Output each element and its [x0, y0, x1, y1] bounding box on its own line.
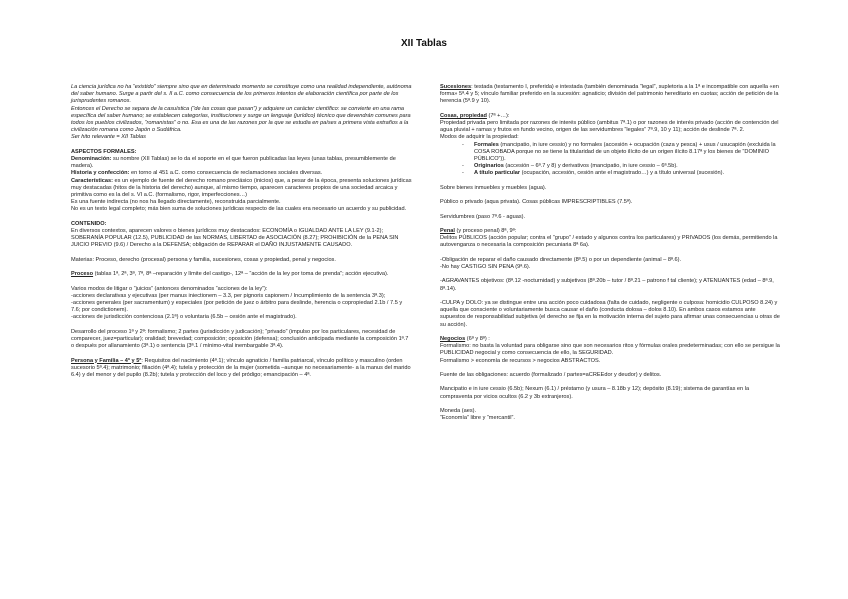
originary-modes-label: Originarios — [474, 163, 504, 170]
business-suffix: (6ª y 8ª) : — [465, 335, 490, 342]
characteristics-incomplete: No es un texto legal completo; más bien suma de soluciones jurídicas respecto de las cuales era necesario un acuerdo y su publicidad. — [71, 206, 407, 213]
list-item — [462, 170, 780, 177]
currency-line: Moneda (aes). — [440, 407, 477, 414]
left-column — [71, 84, 413, 386]
list-item — [462, 163, 780, 170]
person-family-paragraph — [71, 358, 413, 380]
litigation-item-1: -acciones declarativas y ejecutivas (per manus iniectionem – 3.3, per pignoris capionem / Incumplimiento de la sentencia 3ª.3); — [71, 292, 386, 299]
litigation-intro: Varios modos de litigar o “juicios” (antonces denominados “acciones de la ley”): — [71, 285, 268, 292]
intro-paragraph: La ciencia jurídica no ha “existido” siempre sino que en determinado momento se constituye como una realidad independiente, autónoma del saber humano. Surge a partir del s. II a.C. como consecuencia de los primeros intentos de elaboración científica por parte de los jurisprudentes romanos. — [71, 84, 412, 105]
intro-paragraph-2: Entonces el Derecho se separa de la casuística (“de las cosas que pasan”) y adquiere un carácter científico: se convierte en una rama específica del saber humano; se establecen categorías, instituciones y surge un lenguaje (jurídico) técnico que devendrán comunes para todos los pueblos civilizados, “romanistas” o no. Esa es una de las razones por la que se estudia en países a primera vista extraños a la civilización romana como Japón o Sudáfrica. — [71, 105, 411, 134]
subjects-paragraph: Materias: Proceso, derecho (procesal) persona y familia, sucesiones, cosas y propiedad, penal y negocios. — [71, 256, 336, 263]
person-family-label: Persona y Familia – 4ª y 5ª — [71, 357, 142, 364]
right-column — [440, 84, 780, 422]
formal-modes-label: Formales — [474, 141, 499, 148]
characteristics-label: Características: — [71, 177, 113, 184]
acquisition-list — [440, 142, 780, 178]
obligation-sources: Fuente de las obligaciones: acuerdo (formalizado / partes=aCREEdor y deudor) y delitos. — [440, 371, 662, 378]
penal-suffix: (y proceso penal) 8ª, 9ª: — [454, 227, 517, 234]
person-family-text: : Requisitos del nacimiento (4ª.1); vínculo agnaticio / familia patriarcal, vínculo político y masculino (orden sucesorio 5ª.4); matrimonio; filiación (4ª.4); tutela y protección de la mujer (sometida –aunque no necesariamente- a la manus del marido 6.4) y del menor y del pupilo (8.2b); tutela y protección del loco y del pródigo; emancipación – 4ª. — [71, 357, 411, 379]
formalism-paragraph: Formalismo: no basta la voluntad para obligarse sino que son necesarios ritos y fórmulas orales predeterminadas; con ello se persigue la PUBLICIDAD negocial y como consecuencia de ello, la SEGURIDAD. — [440, 343, 780, 357]
contracts-paragraph: Mancipatio e in iure cessio (6.5b); Nexum (6.1) / préstamo (y usura – 8.18b y 12); depósito (8.19); sistema de garantías en la compraventa por vicios ocultos (6.2 y 3b extranjeros). — [440, 386, 750, 400]
page-title: XII Tablas — [401, 38, 447, 49]
denomination-label: Denominación: — [71, 156, 112, 163]
business-label: Negocios — [440, 335, 466, 342]
characteristics-text: es un ejemplo de fuente del derecho romano preclásico (inicios) que, a pesar de la época, presenta soluciones jurídicas muy destacadas (hitos de la historia del derecho) aunque, al mismo tiempo, aparecen caracteres propios de una sociedad arcaica y primitiva como es la del s. VI a.C. (formalismo, rigor, imperfecciones…) — [71, 177, 412, 199]
denomination-paragraph — [71, 156, 413, 170]
process-label: Proceso — [71, 271, 94, 278]
obligation-repair: -Obligación de reparar el daño causado directamente (8ª.5) o por un dependiente (animal – 8ª.6). — [440, 256, 682, 263]
aggravating-paragraph: -AGRAVANTES objetivos: (8ª.12 -nocturnidad) y subjetivos (8ª.20b – tutor / 8ª.21 – patrono f tal cliente); y ATENUANTES (edad – 8ª.9, 8ª.14). — [440, 278, 774, 292]
process-development-paragraph: Desarrollo del proceso 1ª y 2ª: formalismo; 2 partes (jurisdicción y judicación); “privado” (impulso por los particulares, necesidad de comparecer, juez=particular); oralidad; brevedad; composición; oposición (defensa); conclusión anticipada mediante la composición 1ª.7 o después por allanamiento (3ª.1) o sentencia (3ª.1 / mínimo-vital inembargable 3ª.4). — [71, 328, 409, 350]
succession-paragraph — [440, 84, 780, 106]
property-paragraph: Propiedad privada pero limitada por razones de interés público (ambitus 7ª.1) o por razones de interés privado (acción de contención del agua pluvial + ramas y frutos en fundo vecino, origen de las servidumbres “legales” 7ª.9, 10 y 11); acción de deslinde 7ª. 2. — [440, 120, 779, 134]
property-heading — [440, 113, 780, 120]
succession-label: Sucesiones — [440, 84, 472, 90]
servitudes-paragraph: Servidumbres (paso 7ª.6 - aguas). — [440, 213, 526, 220]
economy-line: “Economía” libre y “mercantil”. — [440, 415, 515, 422]
content-heading: CONTENIDO: — [71, 220, 107, 227]
no-punishment-without-penalty: -No hay CASTIGO SIN PENA (9ª.6). — [440, 263, 531, 270]
penal-label: Penal — [440, 227, 455, 234]
formalism-economy: Formalismo > economía de recursos > negocios ABSTRACTOS. — [440, 357, 601, 364]
denomination-text: su nombre (XII Tablas) se lo da el soporte en el que fueron publicadas las leyes (unas tablas, presumiblemente de madera). — [71, 156, 396, 170]
history-text: en torno al 451 a.C. como consecuencia de reclamaciones sociales diversas. — [129, 170, 323, 177]
formal-aspects-heading: ASPECTOS FORMALES: — [71, 148, 137, 155]
particular-title-label: A título particular — [474, 170, 521, 177]
originary-modes-text: (accesión – 6ª.7 y 8) y derivativos (mancipatio, in iure cessio – 6ª.5b). — [503, 163, 678, 170]
particular-title-text: (ocupación, accesión, cesión ante el magistrado…) y a título universal (sucesión). — [520, 170, 725, 177]
history-paragraph — [71, 170, 413, 177]
process-text: (tablas 1ª, 2ª, 3ª, 7ª, 8ª –reparación y límite del castigo-, 12ª – “acción de la ley por toma de prenda”; acción ejecutiva). — [93, 271, 389, 278]
property-suffix: (7ª +…): — [486, 112, 510, 119]
formal-modes-text: (mancipatio, in iure cessio) y no formales (accesión + ocupación (caza y pesca) + usus / usucapión (excluida la COSA ROBADA porque no se tiene la titularidad de un objeto ilícito de un origen ilícito 8.17ª y los bienes de “DOMINIO PÚBLICO”)). — [474, 141, 776, 163]
list-item — [462, 142, 780, 164]
fault-intent-paragraph: -CULPA y DOLO: ya se distingue entre una acción poco cuidadosa (falta de cuidado, negligente o culposa: homicidio CULPOSO 8.24) y aquella que consciente o voluntariamente busca causar el daño (conducta dolosa – dolos 8.10). En ambos casos estamos ante supuestos de responsabilidad subjetiva (el derecho se fija en la motivación interna del sujeto para afirmar unas consecuencias u otras de su acción). — [440, 299, 780, 328]
characteristics-indirect: Es una fuente indirecta (no nos ha llegado directamente), reconstruida parcialmente. — [71, 199, 281, 206]
intro-note: Ser hito relevante = XII Tablas — [71, 134, 146, 141]
characteristics-paragraph — [71, 178, 413, 200]
litigation-item-3: -acciones de jurisdicción contenciosa (2.1ª) o voluntaria (6.5b – cesión ante el magistrado). — [71, 314, 297, 321]
process-paragraph — [71, 271, 413, 278]
acquisition-heading: Modos de adquirir la propiedad: — [440, 134, 519, 141]
goods-paragraph: Sobre bienes inmuebles y muebles (agua). — [440, 184, 547, 191]
history-label: Historia y confección: — [71, 170, 130, 177]
succession-text: : testada (testamento I, preferida) e intestada (también denominada “legal”, supletoria a la 1ª e incompatible con aquella «en forma» 5ª.4 y 5; vínculo familiar preferido en la sucesión: agnaticio; división del patrimonio hereditario en cuotas; acción de petición de la herencia (5ª.9 y 10). — [440, 84, 779, 105]
litigation-item-2: -acciones generales (per sacramentum) y especiales (por petición de juez o árbitro para deslinde, herencia o copropiedad 2.1b / 7.5 y 7.6; por condictionem). — [71, 300, 403, 314]
property-label: Cosas, propiedad — [440, 112, 487, 119]
business-heading — [440, 336, 780, 343]
public-private-paragraph: Público o privado (aqua privata). Cosas públicas IMPRESCRIPTIBLES (7.5ª). — [440, 199, 633, 206]
penal-paragraph: Delitos PÚBLICOS (acción popular; contra el “grupo” / estado y algunos contra los particulares) y PRIVADOS (los demás, permitiendo la autovenganza o necesaria la composición pecuniaria 8ª 6a). — [440, 235, 778, 249]
content-paragraph: En diversos contextos, aparecen valores o bienes jurídicos muy destacados: ECONOMÍA o IGUALDAD ANTE LA LEY (9.1-2); SOBERANÍA POPULAR (12.5), PUBLICIDAD de las NORMAS, LIBERTAD de ASOCIACIÓN (8.27); PROHIBICIÓN de la PENA SIN JUICIO PREVIO (9.6) / Derecho a la DEFENSA; obligación de REPARAR el DAÑO INJUSTAMENTE CAUSADO. — [71, 228, 399, 249]
